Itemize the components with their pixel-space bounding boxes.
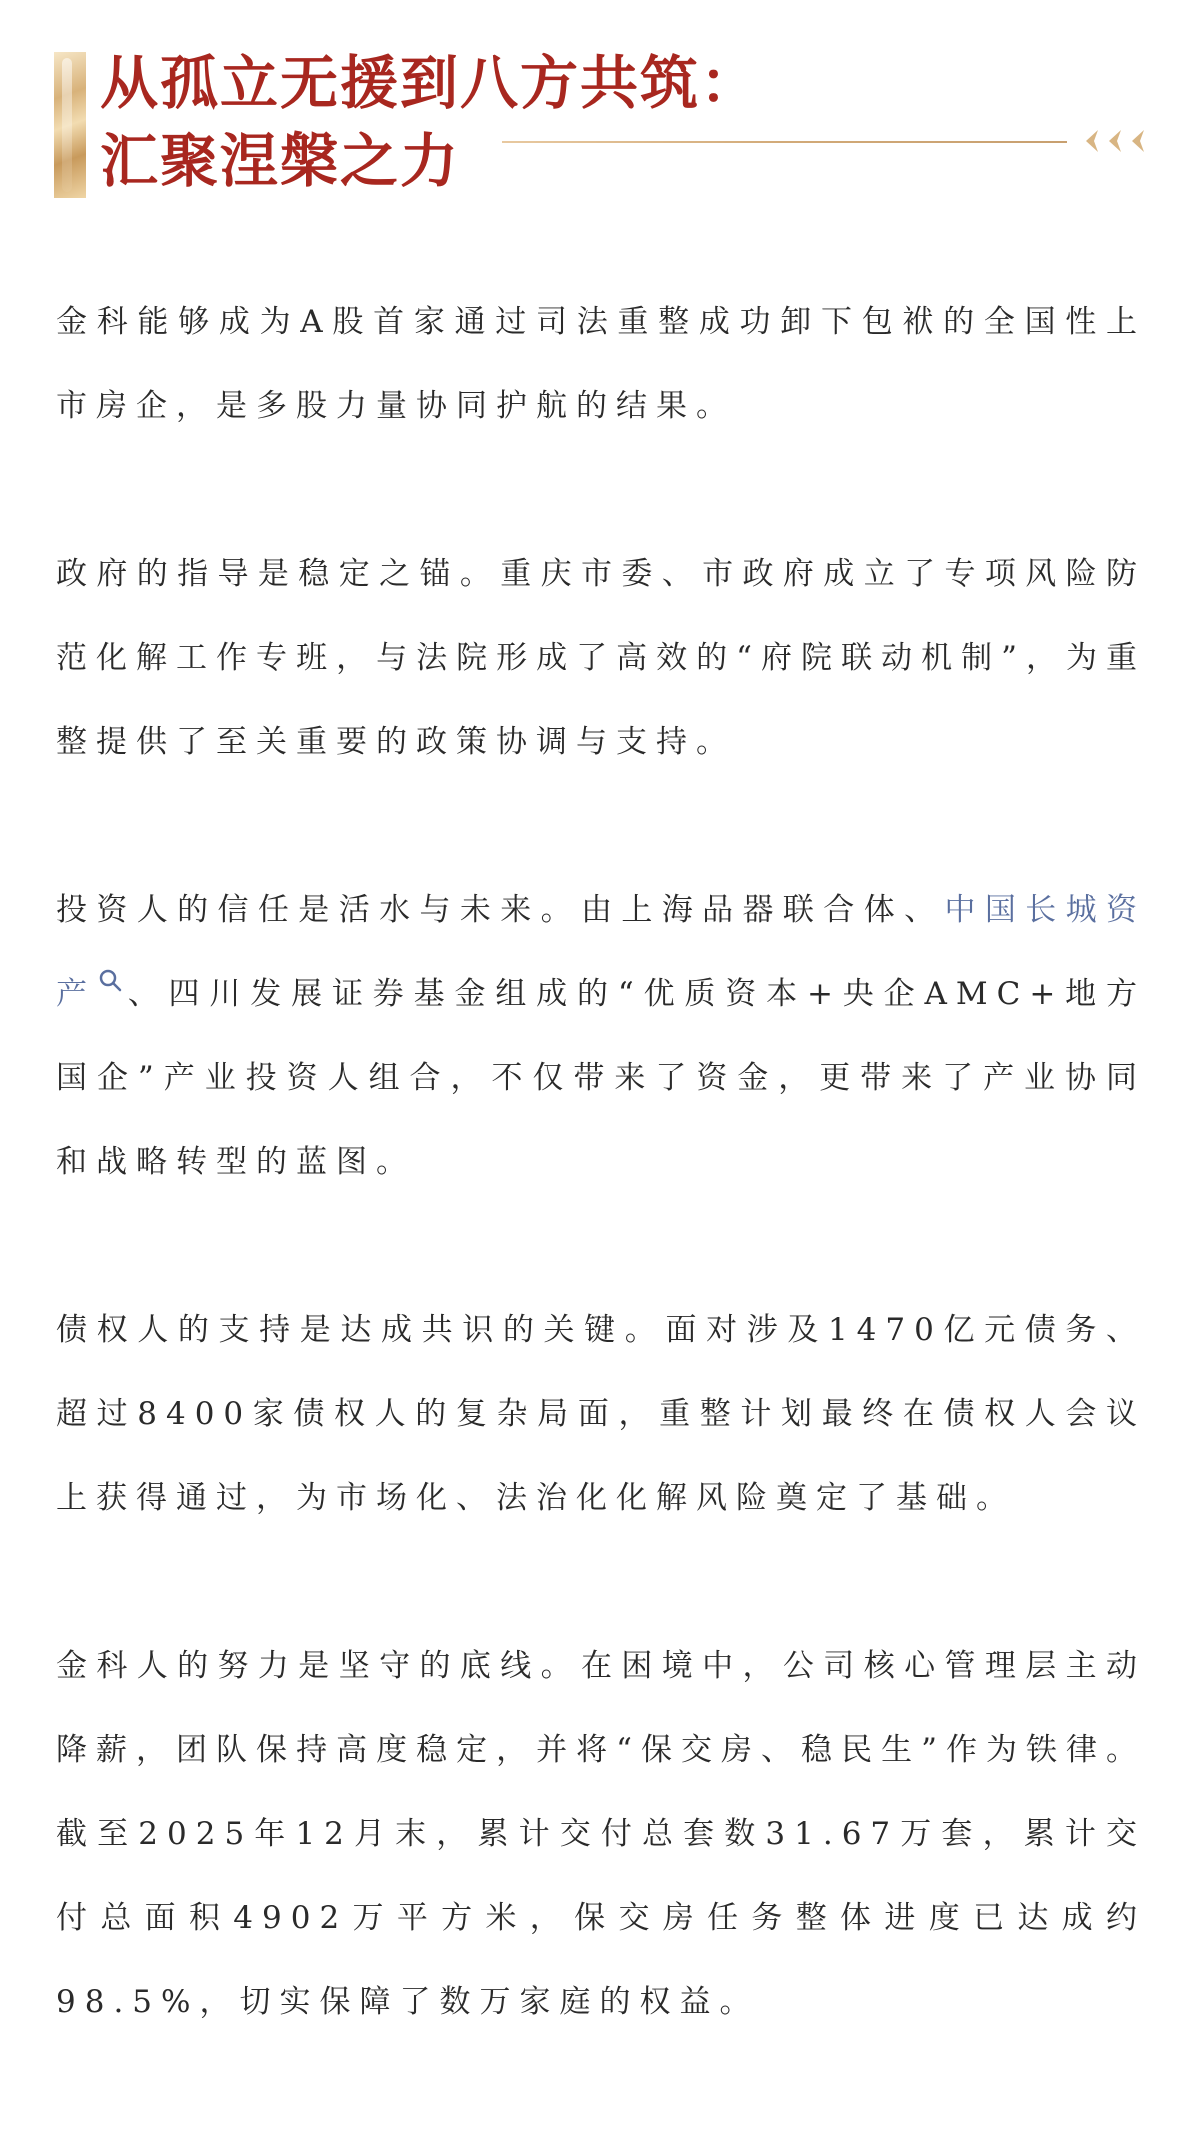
paragraph-government: 政府的指导是稳定之锚。重庆市委、市政府成立了专项风险防范化解工作专班，与法院形成了高效的“府院联动机制”，为重整提供了至关重要的政策协调与支持。 (56, 556, 1146, 760)
article-body (56, 280, 1146, 2044)
great-wall-asset-link[interactable]: 中国长城资产 (56, 892, 1147, 1012)
section-title-line-2: 汇聚涅槃之力 (100, 127, 461, 195)
search-icon[interactable] (97, 967, 123, 993)
gold-accent-bar (54, 52, 86, 198)
triple-arrow-icon (1084, 126, 1154, 156)
section-header (54, 49, 1154, 202)
title-divider-line (502, 141, 1067, 143)
paragraph-investors (56, 868, 1146, 1204)
paragraph-employees: 金科人的努力是坚守的底线。在困境中，公司核心管理层主动降薪，团队保持高度稳定，并将“保交房、稳民生”作为铁律。截至2025年12月末，累计交付总套数31.67万套，累计交付总面积4902万平方米，保交房任务整体进度已达成约98.5%，切实保障了数万家庭的权益。 (56, 1648, 1146, 2020)
paragraph-intro: 金科能够成为A股首家通过司法重整成功卸下包袱的全国性上市房企，是多股力量协同护航的结果。 (56, 304, 1146, 424)
paragraph-investors-text-2: 、四川发展证券基金组成的“优质资本+央企AMC+地方国企”产业投资人组合，不仅带来了资金，更带来了产业协同和战略转型的蓝图。 (56, 976, 1146, 1180)
section-title-line-1: 从孤立无援到八方共筑： (100, 49, 761, 117)
paragraph-creditors: 债权人的支持是达成共识的关键。面对涉及1470亿元债务、超过8400家债权人的复杂局面，重整计划最终在债权人会议上获得通过，为市场化、法治化化解风险奠定了基础。 (56, 1312, 1146, 1516)
paragraph-investors-text-1: 投资人的信任是活水与未来。由上海品器联合体、 (56, 892, 945, 928)
